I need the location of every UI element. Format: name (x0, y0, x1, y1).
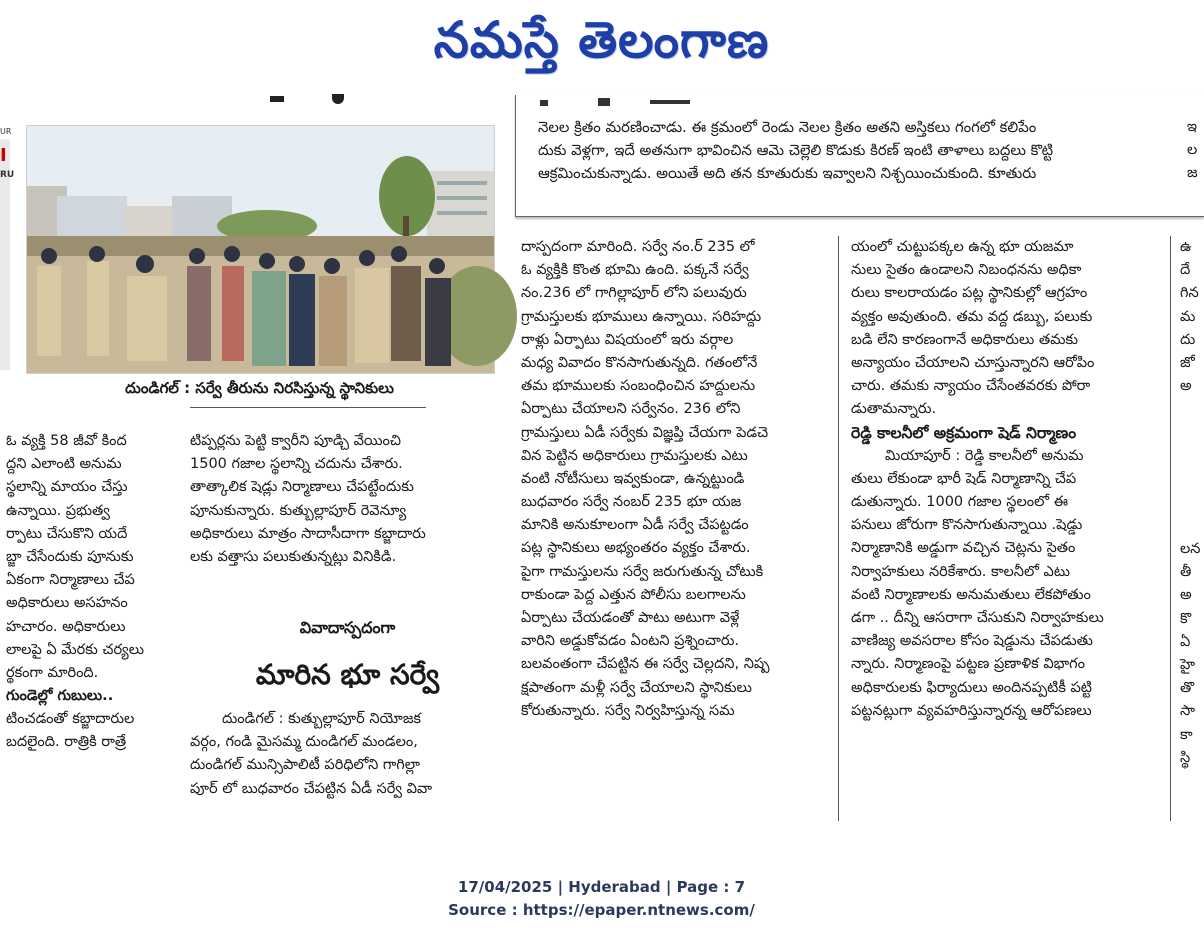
edge-fragment: కా (1180, 726, 1193, 743)
cropped-headline-fragment (270, 92, 370, 106)
edge-fragment: కొ (1180, 610, 1192, 627)
article-line: డగా .. దీన్ని ఆసరాగా చేసుకుని నిర్వాహకులు (851, 610, 1104, 626)
ad-fragment-2: I (0, 145, 7, 166)
article-line: ర్పాటు చేసుకొని యదే (6, 525, 128, 542)
ad-fragment-3: RU (0, 170, 15, 180)
edge-fragment: మ (1180, 308, 1196, 325)
edge-fragment: జో (1180, 355, 1195, 372)
article-line: నం.236 లో గాగిల్లాపూర్ లోని పలువురు (521, 285, 747, 302)
article-line: డుతామన్నారు. (851, 401, 937, 418)
article-line: దుండిగల్ : కుత్బుల్లాపూర్ నియోజక (222, 711, 422, 727)
article-line: ఏకంగా నిర్మాణాలు చేప (6, 572, 135, 589)
article-line: క్షపాతంగా మళ్లీ సర్వే చేయాలని స్థానికులు (521, 679, 752, 696)
article-line: గ్రామస్తులు ఏడీ సర్వేకు విజ్ఞప్తి చేయగా పెడచె (521, 424, 769, 441)
article-line: బడి లేని కారణంగానే అధికారులు తమకు (851, 331, 1079, 348)
article-line: గ్రామస్తులకు భూములు ఉన్నాయి. సరిహద్దు (521, 308, 762, 325)
article-line: నులు సైతం ఉండాలని నిబంధనను అధికా (851, 262, 1082, 279)
article-line: ఏర్పాటు చేయడంతో పాటు అటుగా వెళ్లే (521, 610, 740, 626)
newspaper-title: నమస్తే తెలంగాణ (433, 11, 770, 69)
article-line: పట్టనట్లుగా వ్యవహరిస్తున్నారన్న ఆరోపణలు (851, 702, 1092, 719)
photo-caption: దుండిగల్ : సర్వే తీరును నిరసిస్తున్న స్థానికులు (125, 379, 394, 397)
article-line: పట్ల స్థానికులు అభ్యంతరం వ్యక్తం చేశారు. (521, 540, 751, 557)
article-line: నిర్మాణానికి అడ్డుగా వచ్చిన చెట్లను సైతం (851, 540, 1076, 557)
article-line: స్థలాన్ని మాయం చేస్తు (6, 479, 128, 496)
article-line: ర్థకంగా మారింది. (6, 664, 99, 681)
article-line: దుండిగల్ మున్సిపాలిటీ పరిధిలోని గాగిల్లా (190, 757, 420, 774)
article-line: వర్గం, గండి మైసమ్మ దుండిగల్ మండలం, (190, 734, 418, 751)
column-1 (0, 430, 176, 755)
article-line: వంటి నోటీసులు ఇవ్వకుండా, ఉన్నట్టుండి (521, 470, 745, 487)
article-line: పూనుకున్నారు. కుత్బుల్లాపూర్ రెవెన్యూ (190, 502, 407, 519)
article-line: హచారం. అధికారులు (6, 618, 126, 635)
article-line: దుకు వెళ్లగా, ఇదే అతనుగా భావించిన ఆమె చెల్లెలి కొడుకు కిరణ్ ఇంటి తాళాలు బద్దలు కొట్టి (538, 142, 1054, 160)
article-line: ఆక్రమించుకున్నాడు. అయితే అది తన కూతురుకు ఇవ్వాలని నిశ్చయించుకుంది. కూతురు (538, 165, 1037, 183)
article-line: 1500 గజాల స్థలాన్ని చదును చేశారు. (190, 456, 403, 473)
article-line: లకు వత్తాసు పలుకుతున్నట్లు వినికిడి. (190, 548, 397, 565)
article-line: వాణిజ్య అవసరాల కోసం షెడ్డును చేపడుతు (851, 633, 1093, 650)
article-line: దాస్పదంగా మారింది. సర్వే నం.ర్ 235 లో (521, 239, 755, 255)
edge-fragment: తీ (1180, 564, 1192, 581)
article-line: తమ భూములకు సంబంధించిన హద్దులను (521, 378, 756, 395)
article-line: నెలల క్రితం మరణించాడు. ఈ క్రమంలో రెండు నెలల క్రితం అతని అస్తికలు గంగలో కలిపేం (538, 119, 1037, 136)
top-article-text (538, 116, 1168, 186)
edge-fragment: సా (1180, 703, 1195, 720)
footer-date-page: 17/04/2025 | Hyderabad | Page : 7 (457, 878, 746, 896)
article-line: నిర్వాహకులు నరికేశారు. కాలనీలో ఎటు (851, 563, 1071, 580)
article-line: న్నారు. నిర్మాణంపై పట్టణ ప్రణాళిక విభాగం (851, 656, 1085, 673)
edge-fragment: ల (1187, 142, 1198, 159)
edge-fragment: హై (1180, 657, 1195, 674)
article-line: వారిని అడ్డుకోవడం ఏంటని ప్రశ్నించారు. (521, 633, 740, 650)
article-line: ద్దని ఎలాంటి అనుమ (6, 456, 122, 473)
article-line: యంలో చుట్టుపక్కల ఉన్న భూ యజమా (851, 239, 1074, 255)
story-kicker: వివాదాస్పదంగా (299, 618, 396, 637)
article-line: విన పెట్టిన అధికారులు గ్రామస్తులకు ఎటు (521, 447, 748, 464)
article-line: రాకుండా పెద్ద ఎత్తున పోలీసు బలగాలను (521, 586, 746, 603)
edge-fragment: జ (1187, 165, 1198, 182)
edge-fragment: లన (1180, 541, 1201, 557)
article-line: రులు కాలరాయడం పట్ల స్థానికుల్లో ఆగ్రహం (851, 285, 1088, 302)
edge-fragment: తొ (1180, 680, 1195, 697)
right-edge-column-2 (1180, 538, 1203, 770)
article-line: తులు లేకుండా భారీ షెడ్ నిర్మాణాన్ని చేప (851, 470, 1077, 487)
footer-source: Source : https://epaper.ntnews.com/ (448, 901, 755, 919)
article-line: చారు. తమకు న్యాయం చేసేంతవరకు పోరా (851, 378, 1091, 395)
edge-fragment: అ (1180, 378, 1192, 395)
edge-fragment: ఇ (1187, 119, 1197, 135)
article-line: అన్యాయం చేయాలని చూస్తున్నారని ఆరోపిం (851, 354, 1095, 371)
column-divider (838, 236, 839, 821)
article-line: టిప్పర్లను పెట్టి క్వారీని పూడ్చి వేయించి (190, 433, 401, 449)
article-line: టించడంతో కబ్జాదారుల (6, 711, 135, 728)
article-line: వ్యక్తం అవుతుంది. తమ వద్ద డబ్బు, పలుకు (851, 308, 1093, 325)
article-line: లాలపై ఏ మేరకు చర్యలు (6, 641, 144, 658)
caption-divider (190, 407, 426, 408)
top-right-edge-text (1187, 116, 1203, 186)
article-line: వంటి నిర్మాణాలకు అనుమతులు లేకపోతుం (851, 586, 1091, 603)
column-4 (851, 236, 1166, 723)
article-line: బ్జా చేసేందుకు పూనుకు (6, 548, 134, 565)
article-line: ఉన్నాయి. ప్రభుత్వ (6, 502, 110, 519)
article-line: అధికారులు అసహనం (6, 595, 128, 612)
article-line: రాళ్లు ఏర్పాటు విషయంలో ఇరు వర్గాల (521, 331, 734, 348)
article-line: పూర్ లో బుధవారం చేపట్టిన ఏడీ సర్వే వివా (190, 780, 433, 797)
article-line: తాత్కాలిక షెడ్లు నిర్మాణాలు చేపట్టేందుకు (190, 479, 414, 496)
article-line: ఓ వ్యక్తి 58 జీవో కింద (6, 433, 127, 449)
news-photo (26, 125, 495, 374)
article-line: పైగా గామస్తులను సర్వే జరుగుతున్న చోటుకి (521, 563, 764, 580)
edge-fragment: ఏ (1180, 633, 1191, 650)
left-ad-edge (0, 125, 15, 370)
edge-fragment: ఉ (1180, 239, 1192, 255)
column-2 (190, 430, 505, 569)
edge-fragment: దే (1180, 262, 1191, 279)
article-line: డుతున్నారు. 1000 గజాల స్థలంలో ఈ (851, 494, 1069, 511)
article-line: బదలైంది. రాత్రికి రాత్రే (6, 734, 127, 751)
edge-fragment: స్థి (1180, 749, 1191, 766)
column-subhead: గుండెల్లో గుబులు.. (6, 688, 114, 705)
article-line: అధికారులకు ఫిర్యాదులు అందినప్పటికీ పట్టి (851, 679, 1092, 696)
story-subhead: రెడ్డి కాలనీలో అక్రమంగా షెడ్ నిర్మాణం (851, 423, 1077, 442)
article-line: మధ్య వివాదం కొనసాగుతున్నది. గతంలోనే (521, 354, 758, 371)
column-divider (1170, 236, 1171, 821)
column-3 (521, 236, 836, 723)
edge-fragment: గిన (1180, 285, 1199, 302)
ad-fragment-1: UR (0, 127, 12, 136)
masthead (0, 0, 1203, 84)
crowd-photo-illustration (27, 126, 494, 373)
article-line: బుధవారం సర్వే నంబర్ 235 భూ యజ (521, 494, 742, 511)
article-line: కోరుతున్నారు. సర్వే నిర్వహిస్తున్న సమ (521, 702, 735, 719)
top-article-cropped-fragment (540, 98, 740, 108)
edge-fragment: దు (1180, 331, 1196, 348)
right-edge-column (1180, 236, 1203, 398)
edge-fragment: అ (1180, 587, 1192, 604)
article-line: ఓ వ్యక్తికి కొంత భూమి ఉంది. పక్కనే సర్వే (521, 262, 749, 279)
article-line: అధికారులు మాత్రం సాదాసీదాగా కబ్జాదారు (190, 525, 426, 542)
article-line: పనులు జోరుగా కొనసాగుతున్నాయి .షెడ్డు (851, 517, 1083, 534)
article-line: బలవంతంగా చేపట్టిన ఈ సర్వే చెల్లదని, నిష్ప (521, 656, 770, 673)
column-2-body (190, 708, 505, 801)
article-line: మానికి అనుకూలంగా ఏడీ సర్వే చేపట్టడం (521, 517, 749, 534)
story-headline: మారిన భూ సర్వే (255, 658, 440, 691)
article-line: మియాపూర్ : రెడ్డి కాలనీలో అనుమ (885, 447, 1084, 464)
article-line: ఏర్పాటు చేయాలని సర్వేనం. 236 లోని (521, 401, 741, 418)
